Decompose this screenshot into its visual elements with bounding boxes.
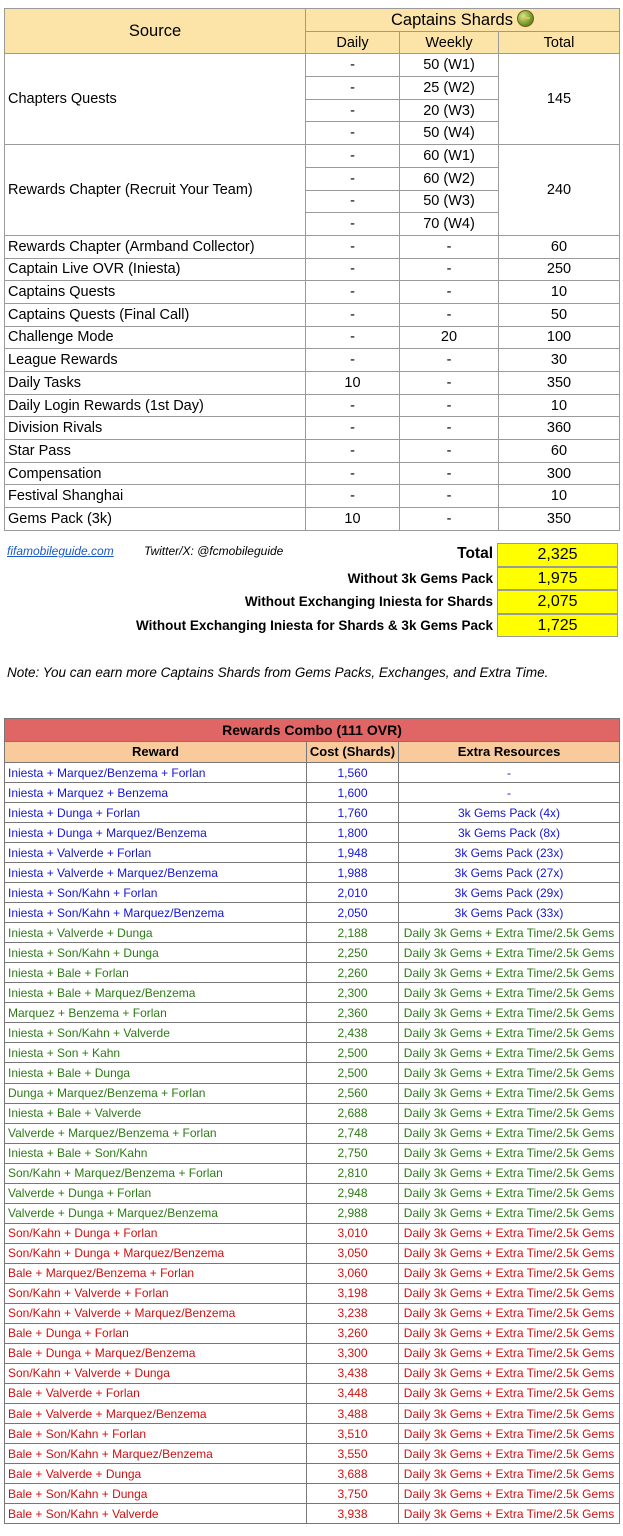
extra-resources-cell: -: [399, 763, 620, 783]
combo-row: [5, 943, 620, 963]
combo-row: [5, 1323, 620, 1343]
combo-row: [5, 963, 620, 983]
extra-resources-cell: Daily 3k Gems + Extra Time/2.5k Gems: [399, 1504, 620, 1524]
table-row: [5, 326, 620, 349]
total-cell: 50: [499, 303, 620, 326]
combo-row: [5, 863, 620, 883]
daily-cell: -: [306, 145, 400, 168]
weekly-cell: -: [400, 394, 499, 417]
extra-resources-cell: Daily 3k Gems + Extra Time/2.5k Gems: [399, 1323, 620, 1343]
total-cell: 30: [499, 349, 620, 372]
cost-cell: 2,688: [307, 1103, 399, 1123]
daily-cell: -: [306, 349, 400, 372]
table-row: [5, 349, 620, 372]
weekly-cell: -: [400, 303, 499, 326]
reward-cell: Iniesta + Marquez + Benzema: [5, 783, 307, 803]
header-daily: Daily: [306, 31, 400, 54]
cost-cell: 2,050: [307, 903, 399, 923]
table-row: [5, 145, 620, 168]
extra-resources-cell: Daily 3k Gems + Extra Time/2.5k Gems: [399, 1363, 620, 1383]
cost-cell: 3,050: [307, 1243, 399, 1263]
cost-cell: 3,488: [307, 1404, 399, 1424]
weekly-cell: -: [400, 281, 499, 304]
extra-resources-cell: 3k Gems Pack (33x): [399, 903, 620, 923]
reward-cell: Son/Kahn + Dunga + Forlan: [5, 1223, 307, 1243]
header-extra-resources: Extra Resources: [399, 742, 620, 763]
cost-cell: 2,748: [307, 1123, 399, 1143]
extra-resources-cell: Daily 3k Gems + Extra Time/2.5k Gems: [399, 1343, 620, 1363]
header-reward: Reward: [5, 742, 307, 763]
note-text: Note: You can earn more Captains Shards from Gems Packs, Exchanges, and Extra Time.: [7, 665, 549, 680]
reward-cell: Bale + Valverde + Dunga: [5, 1464, 307, 1484]
combo-row: [5, 1303, 620, 1323]
cost-cell: 2,810: [307, 1163, 399, 1183]
site-link[interactable]: fifamobileguide.com: [7, 544, 114, 558]
table-row: [5, 54, 620, 77]
extra-resources-cell: Daily 3k Gems + Extra Time/2.5k Gems: [399, 1143, 620, 1163]
reward-cell: Iniesta + Marquez/Benzema + Forlan: [5, 763, 307, 783]
cost-cell: 3,010: [307, 1223, 399, 1243]
reward-cell: Iniesta + Valverde + Dunga: [5, 923, 307, 943]
extra-resources-cell: Daily 3k Gems + Extra Time/2.5k Gems: [399, 1163, 620, 1183]
combo-row: [5, 1484, 620, 1504]
cost-cell: 2,300: [307, 983, 399, 1003]
combo-row: [5, 903, 620, 923]
combo-row: [5, 823, 620, 843]
table-row: [5, 258, 620, 281]
reward-cell: Bale + Son/Kahn + Valverde: [5, 1504, 307, 1524]
weekly-cell: 20 (W3): [400, 99, 499, 122]
extra-resources-cell: -: [399, 783, 620, 803]
cost-cell: 2,260: [307, 963, 399, 983]
reward-cell: Bale + Son/Kahn + Marquez/Benzema: [5, 1444, 307, 1464]
reward-cell: Iniesta + Bale + Dunga: [5, 1063, 307, 1083]
summary-label: Without 3k Gems Pack: [347, 570, 493, 586]
table-row: [5, 235, 620, 258]
table-row: [5, 394, 620, 417]
cost-cell: 2,438: [307, 1023, 399, 1043]
header-captains-shards: [306, 9, 620, 32]
daily-cell: -: [306, 213, 400, 236]
extra-resources-cell: Daily 3k Gems + Extra Time/2.5k Gems: [399, 1023, 620, 1043]
total-cell: 350: [499, 508, 620, 531]
total-cell: 350: [499, 372, 620, 395]
extra-resources-cell: Daily 3k Gems + Extra Time/2.5k Gems: [399, 1243, 620, 1263]
reward-cell: Iniesta + Dunga + Marquez/Benzema: [5, 823, 307, 843]
summary-row-total: [4, 543, 619, 567]
weekly-cell: -: [400, 235, 499, 258]
extra-resources-cell: Daily 3k Gems + Extra Time/2.5k Gems: [399, 1444, 620, 1464]
extra-resources-cell: Daily 3k Gems + Extra Time/2.5k Gems: [399, 1383, 620, 1403]
cost-cell: 1,948: [307, 843, 399, 863]
daily-cell: -: [306, 235, 400, 258]
reward-cell: Iniesta + Bale + Forlan: [5, 963, 307, 983]
extra-resources-cell: Daily 3k Gems + Extra Time/2.5k Gems: [399, 943, 620, 963]
combo-row: [5, 843, 620, 863]
total-cell: 10: [499, 485, 620, 508]
header-source: Source: [5, 9, 306, 54]
cost-cell: 3,938: [307, 1504, 399, 1524]
cost-cell: 2,750: [307, 1143, 399, 1163]
combo-row: [5, 1383, 620, 1403]
daily-cell: -: [306, 281, 400, 304]
total-cell: 250: [499, 258, 620, 281]
cost-cell: 1,800: [307, 823, 399, 843]
cost-cell: 2,948: [307, 1183, 399, 1203]
source-cell: Rewards Chapter (Armband Collector): [5, 235, 306, 258]
cost-cell: 2,250: [307, 943, 399, 963]
summary-label: Without Exchanging Iniesta for Shards: [244, 594, 493, 609]
extra-resources-cell: Daily 3k Gems + Extra Time/2.5k Gems: [399, 1223, 620, 1243]
combo-row: [5, 1023, 620, 1043]
daily-cell: -: [306, 485, 400, 508]
extra-resources-cell: Daily 3k Gems + Extra Time/2.5k Gems: [399, 923, 620, 943]
reward-cell: Iniesta + Valverde + Marquez/Benzema: [5, 863, 307, 883]
weekly-cell: -: [400, 258, 499, 281]
reward-cell: Bale + Son/Kahn + Dunga: [5, 1484, 307, 1504]
combo-row: [5, 1183, 620, 1203]
total-cell: 60: [499, 440, 620, 463]
daily-cell: -: [306, 462, 400, 485]
reward-cell: Iniesta + Son/Kahn + Dunga: [5, 943, 307, 963]
cost-cell: 3,510: [307, 1424, 399, 1444]
header-weekly: Weekly: [400, 31, 499, 54]
extra-resources-cell: Daily 3k Gems + Extra Time/2.5k Gems: [399, 1183, 620, 1203]
daily-cell: -: [306, 394, 400, 417]
cost-cell: 3,300: [307, 1343, 399, 1363]
extra-resources-cell: Daily 3k Gems + Extra Time/2.5k Gems: [399, 1203, 620, 1223]
combo-row: [5, 1243, 620, 1263]
combo-row: [5, 1123, 620, 1143]
header-total: Total: [499, 31, 620, 54]
summary-value: 1,975: [497, 567, 618, 591]
total-cell: 10: [499, 394, 620, 417]
source-cell: Daily Tasks: [5, 372, 306, 395]
extra-resources-cell: Daily 3k Gems + Extra Time/2.5k Gems: [399, 1424, 620, 1444]
summary-label: Total: [457, 545, 493, 562]
reward-cell: Valverde + Dunga + Marquez/Benzema: [5, 1203, 307, 1223]
reward-cell: Iniesta + Son + Kahn: [5, 1043, 307, 1063]
weekly-cell: 70 (W4): [400, 213, 499, 236]
cost-cell: 2,010: [307, 883, 399, 903]
combo-rows: [5, 763, 620, 1524]
daily-cell: -: [306, 77, 400, 100]
combo-row: [5, 1283, 620, 1303]
daily-cell: -: [306, 440, 400, 463]
combo-title: Rewards Combo (111 OVR): [5, 719, 620, 742]
cost-cell: 2,360: [307, 1003, 399, 1023]
table-row: [5, 303, 620, 326]
reward-cell: Iniesta + Son/Kahn + Valverde: [5, 1023, 307, 1043]
header-cost: Cost (Shards): [307, 742, 399, 763]
summary-row: [4, 614, 619, 638]
cost-cell: 3,448: [307, 1383, 399, 1403]
weekly-cell: 60 (W2): [400, 167, 499, 190]
combo-row: [5, 883, 620, 903]
reward-cell: Bale + Dunga + Marquez/Benzema: [5, 1343, 307, 1363]
cost-cell: 1,560: [307, 763, 399, 783]
combo-row: [5, 1424, 620, 1444]
extra-resources-cell: 3k Gems Pack (4x): [399, 803, 620, 823]
combo-row: [5, 1103, 620, 1123]
weekly-cell: 50 (W4): [400, 122, 499, 145]
reward-cell: Iniesta + Bale + Valverde: [5, 1103, 307, 1123]
cost-cell: 3,438: [307, 1363, 399, 1383]
combo-row: [5, 763, 620, 783]
extra-resources-cell: 3k Gems Pack (27x): [399, 863, 620, 883]
combo-row: [5, 783, 620, 803]
rewards-combo-table: [4, 718, 620, 1524]
daily-cell: -: [306, 417, 400, 440]
reward-cell: Iniesta + Son/Kahn + Forlan: [5, 883, 307, 903]
cost-cell: 1,988: [307, 863, 399, 883]
cost-cell: 3,688: [307, 1464, 399, 1484]
summary-row: [4, 567, 619, 591]
weekly-cell: -: [400, 485, 499, 508]
cost-cell: 3,750: [307, 1484, 399, 1504]
weekly-cell: -: [400, 462, 499, 485]
total-cell: 60: [499, 235, 620, 258]
summary-value: 2,075: [497, 590, 618, 614]
source-cell: Gems Pack (3k): [5, 508, 306, 531]
extra-resources-cell: Daily 3k Gems + Extra Time/2.5k Gems: [399, 1063, 620, 1083]
daily-cell: -: [306, 99, 400, 122]
extra-resources-cell: Daily 3k Gems + Extra Time/2.5k Gems: [399, 1103, 620, 1123]
reward-cell: Dunga + Marquez/Benzema + Forlan: [5, 1083, 307, 1103]
combo-row: [5, 1363, 620, 1383]
table-row: [5, 417, 620, 440]
source-cell: Festival Shanghai: [5, 485, 306, 508]
extra-resources-cell: Daily 3k Gems + Extra Time/2.5k Gems: [399, 1303, 620, 1323]
combo-row: [5, 1343, 620, 1363]
reward-cell: Bale + Marquez/Benzema + Forlan: [5, 1263, 307, 1283]
reward-cell: Marquez + Benzema + Forlan: [5, 1003, 307, 1023]
combo-row: [5, 1203, 620, 1223]
reward-cell: Valverde + Dunga + Forlan: [5, 1183, 307, 1203]
cost-cell: 1,760: [307, 803, 399, 823]
combo-row: [5, 1223, 620, 1243]
source-cell: Captains Quests: [5, 281, 306, 304]
globe-icon: [517, 10, 534, 27]
extra-resources-cell: Daily 3k Gems + Extra Time/2.5k Gems: [399, 1404, 620, 1424]
source-cell: League Rewards: [5, 349, 306, 372]
summary-block: [4, 543, 619, 637]
reward-cell: Bale + Son/Kahn + Forlan: [5, 1424, 307, 1444]
daily-cell: -: [306, 258, 400, 281]
reward-cell: Valverde + Marquez/Benzema + Forlan: [5, 1123, 307, 1143]
weekly-cell: -: [400, 508, 499, 531]
cost-cell: 3,060: [307, 1263, 399, 1283]
cost-cell: 3,198: [307, 1283, 399, 1303]
combo-row: [5, 1263, 620, 1283]
summary-row: [4, 590, 619, 614]
summary-value: 1,725: [497, 614, 618, 638]
daily-cell: -: [306, 122, 400, 145]
reward-cell: Iniesta + Dunga + Forlan: [5, 803, 307, 823]
extra-resources-cell: Daily 3k Gems + Extra Time/2.5k Gems: [399, 963, 620, 983]
daily-cell: -: [306, 303, 400, 326]
cost-cell: 2,560: [307, 1083, 399, 1103]
table-row: [5, 508, 620, 531]
reward-cell: Iniesta + Bale + Son/Kahn: [5, 1143, 307, 1163]
extra-resources-cell: Daily 3k Gems + Extra Time/2.5k Gems: [399, 1464, 620, 1484]
twitter-handle: Twitter/X: @fcmobileguide: [144, 544, 284, 558]
cost-cell: 1,600: [307, 783, 399, 803]
cost-cell: 3,550: [307, 1444, 399, 1464]
weekly-cell: 50 (W3): [400, 190, 499, 213]
summary-label: Without Exchanging Iniesta for Shards & 3k Gems Pack: [136, 617, 493, 633]
combo-row: [5, 1143, 620, 1163]
source-cell: Rewards Chapter (Recruit Your Team): [5, 145, 306, 236]
extra-resources-cell: 3k Gems Pack (29x): [399, 883, 620, 903]
reward-cell: Son/Kahn + Valverde + Marquez/Benzema: [5, 1303, 307, 1323]
reward-cell: Iniesta + Son/Kahn + Marquez/Benzema: [5, 903, 307, 923]
total-cell: 10: [499, 281, 620, 304]
cost-cell: 2,188: [307, 923, 399, 943]
combo-row: [5, 1504, 620, 1524]
table-row: [5, 281, 620, 304]
summary-value: 2,325: [497, 543, 618, 567]
table-row: [5, 462, 620, 485]
extra-resources-cell: Daily 3k Gems + Extra Time/2.5k Gems: [399, 1263, 620, 1283]
total-cell: 300: [499, 462, 620, 485]
daily-cell: -: [306, 190, 400, 213]
source-cell: Division Rivals: [5, 417, 306, 440]
combo-row: [5, 803, 620, 823]
reward-cell: Iniesta + Valverde + Forlan: [5, 843, 307, 863]
reward-cell: Son/Kahn + Valverde + Dunga: [5, 1363, 307, 1383]
source-cell: Star Pass: [5, 440, 306, 463]
extra-resources-cell: 3k Gems Pack (8x): [399, 823, 620, 843]
combo-row: [5, 1464, 620, 1484]
source-cell: Chapters Quests: [5, 54, 306, 145]
reward-cell: Bale + Valverde + Marquez/Benzema: [5, 1404, 307, 1424]
weekly-cell: 20: [400, 326, 499, 349]
source-cell: Captain Live OVR (Iniesta): [5, 258, 306, 281]
source-cell: Compensation: [5, 462, 306, 485]
combo-row: [5, 1003, 620, 1023]
cost-cell: 3,238: [307, 1303, 399, 1323]
daily-cell: 10: [306, 508, 400, 531]
weekly-cell: 25 (W2): [400, 77, 499, 100]
cost-cell: 2,500: [307, 1063, 399, 1083]
extra-resources-cell: Daily 3k Gems + Extra Time/2.5k Gems: [399, 1003, 620, 1023]
combo-row: [5, 983, 620, 1003]
table-row: [5, 440, 620, 463]
extra-resources-cell: Daily 3k Gems + Extra Time/2.5k Gems: [399, 1484, 620, 1504]
reward-cell: Iniesta + Bale + Marquez/Benzema: [5, 983, 307, 1003]
reward-cell: Bale + Dunga + Forlan: [5, 1323, 307, 1343]
daily-cell: -: [306, 326, 400, 349]
combo-row: [5, 1043, 620, 1063]
total-cell: 240: [499, 145, 620, 236]
table-row: [5, 485, 620, 508]
reward-cell: Son/Kahn + Marquez/Benzema + Forlan: [5, 1163, 307, 1183]
combo-row: [5, 923, 620, 943]
cost-cell: 2,500: [307, 1043, 399, 1063]
extra-resources-cell: Daily 3k Gems + Extra Time/2.5k Gems: [399, 1283, 620, 1303]
extra-resources-cell: 3k Gems Pack (23x): [399, 843, 620, 863]
weekly-cell: -: [400, 349, 499, 372]
source-cell: Challenge Mode: [5, 326, 306, 349]
header-captains-shards-label: Captains Shards: [391, 10, 513, 29]
combo-row: [5, 1404, 620, 1424]
extra-resources-cell: Daily 3k Gems + Extra Time/2.5k Gems: [399, 983, 620, 1003]
extra-resources-cell: Daily 3k Gems + Extra Time/2.5k Gems: [399, 1123, 620, 1143]
combo-row: [5, 1444, 620, 1464]
daily-cell: -: [306, 167, 400, 190]
reward-cell: Son/Kahn + Valverde + Forlan: [5, 1283, 307, 1303]
weekly-cell: 50 (W1): [400, 54, 499, 77]
captains-shards-table: [4, 8, 620, 531]
total-cell: 100: [499, 326, 620, 349]
weekly-cell: -: [400, 440, 499, 463]
total-cell: 145: [499, 54, 620, 145]
extra-resources-cell: Daily 3k Gems + Extra Time/2.5k Gems: [399, 1043, 620, 1063]
daily-cell: 10: [306, 372, 400, 395]
daily-cell: -: [306, 54, 400, 77]
cost-cell: 2,988: [307, 1203, 399, 1223]
source-rows: [5, 235, 620, 530]
reward-cell: Bale + Valverde + Forlan: [5, 1383, 307, 1403]
weekly-cell: -: [400, 372, 499, 395]
weekly-cell: 60 (W1): [400, 145, 499, 168]
source-cell: Captains Quests (Final Call): [5, 303, 306, 326]
weekly-cell: -: [400, 417, 499, 440]
extra-resources-cell: Daily 3k Gems + Extra Time/2.5k Gems: [399, 1083, 620, 1103]
combo-row: [5, 1163, 620, 1183]
combo-row: [5, 1063, 620, 1083]
reward-cell: Son/Kahn + Dunga + Marquez/Benzema: [5, 1243, 307, 1263]
source-cell: Daily Login Rewards (1st Day): [5, 394, 306, 417]
total-cell: 360: [499, 417, 620, 440]
cost-cell: 3,260: [307, 1323, 399, 1343]
table-row: [5, 372, 620, 395]
combo-row: [5, 1083, 620, 1103]
